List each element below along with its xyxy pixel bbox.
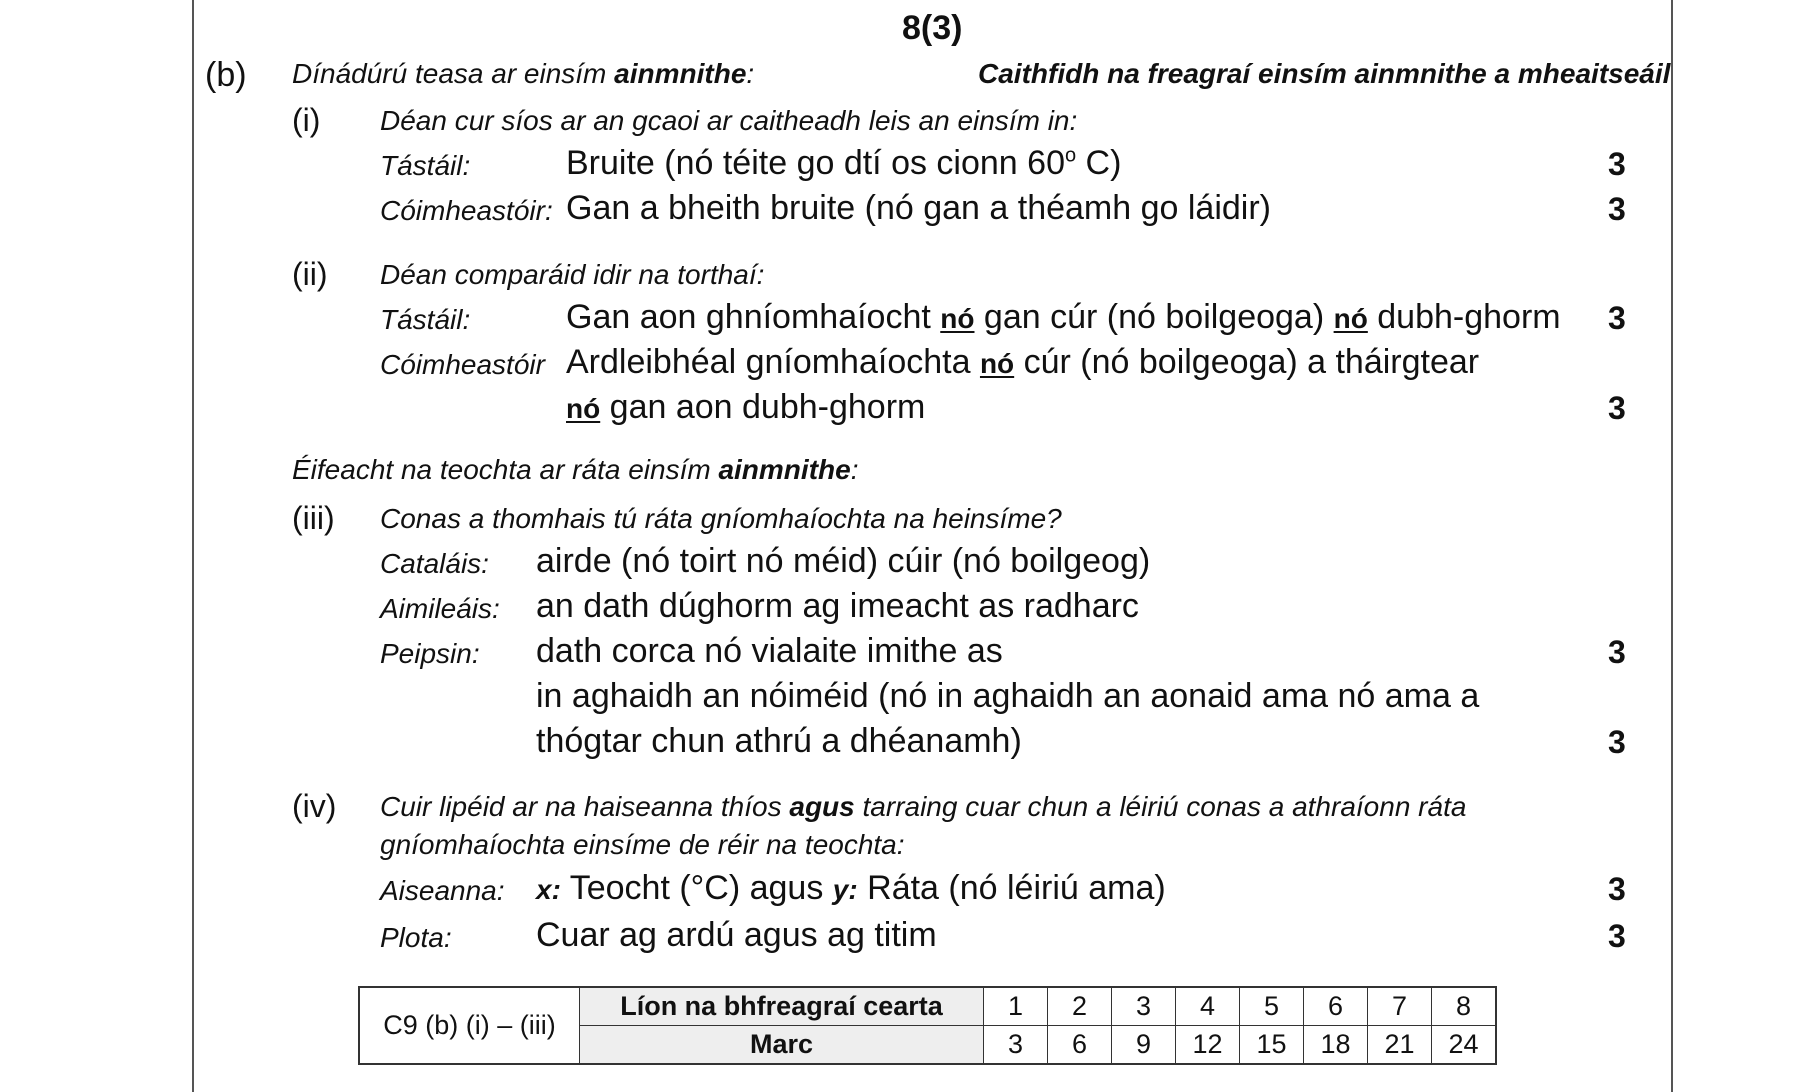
part-iii-question: Conas a thomhais tú ráta gníomhaíochta na heinsíme? [380,503,1062,534]
correct-count-cell: 4 [1176,987,1240,1026]
part-iv-q-bold: agus [789,791,855,822]
amylase-answer: an dath dúghorm ag imeacht as radharc [536,587,1139,625]
mark-value-cell: 12 [1176,1026,1240,1065]
or-word: nó [566,393,601,424]
amylase-label: Aimileáis: [380,593,500,624]
part-b-title-text: Dínádúrú teasa ar einsím [292,58,615,89]
mark-value-cell: 15 [1240,1026,1304,1065]
marks-table [358,986,1497,1065]
mark-ii-test: 3 [1608,300,1626,336]
ii-control-a: Ardleibhéal gníomhaíochta [566,343,980,381]
mark-i-test: 3 [1608,146,1626,182]
ii-control-answer [566,343,1479,382]
left-page-border [192,0,194,1092]
marks-header: Marc [580,1026,984,1065]
ii-control-continued [566,388,925,427]
part-b-label: (b) [205,56,247,94]
or-word: nó [1333,303,1368,334]
ii-test-answer [566,298,1561,337]
test-answer-text: Bruite (nó téite go dtí os cionn 60 [566,144,1065,182]
ii-test-c: dubh-ghorm [1367,298,1561,336]
pepsin-answer: dath corca nó vialaite imithe as [536,632,1003,670]
right-page-border [1671,0,1673,1092]
part-iv-question-line-2: gníomhaíochta einsíme de réir na teochta: [380,829,905,860]
part-iv-label: (iv) [292,788,337,824]
degree-sign: o [1064,144,1077,167]
y-axis-text: Ráta (nó léiriú ama) [857,869,1166,907]
correct-count-cell: 7 [1368,987,1432,1026]
x-axis-key: x: [536,874,561,905]
or-word: nó [940,303,975,334]
effect-heading [292,454,858,486]
plot-answer: Cuar ag ardú agus ag titim [536,916,937,954]
matching-note: Caithfidh na freagraí einsím ainmnithe a mheaitseáil [978,58,1671,89]
per-time-line-2: thógtar chun athrú a dhéanamh) [536,722,1022,760]
mark-iii-method: 3 [1608,634,1626,670]
axes-answer [536,869,1166,908]
ii-control-label: Cóimheastóir [380,349,545,380]
correct-count-cell: 1 [984,987,1048,1026]
page-number: 8(3) [902,9,963,47]
part-i-question: Déan cur síos ar an gcaoi ar caitheadh leis an einsím in: [380,105,1078,136]
test-answer [566,144,1121,183]
correct-count-cell: 2 [1048,987,1112,1026]
correct-answers-header: Líon na bhfreagraí cearta [580,987,984,1026]
plot-label: Plota: [380,922,452,953]
mark-iv-plot: 3 [1608,918,1626,954]
correct-count-cell: 6 [1304,987,1368,1026]
correct-count-cell: 8 [1432,987,1497,1026]
part-b-title [292,58,754,90]
test-label: Tástáil: [380,150,471,181]
effect-heading-bold: ainmnithe [718,454,851,485]
ii-test-b: gan cúr (nó boilgeoga) [974,298,1334,336]
table-row [359,987,1496,1026]
per-time-line-1: in aghaidh an nóiméid (nó in aghaidh an aonaid ama nó ama a [536,677,1480,715]
mark-value-cell: 24 [1432,1026,1497,1065]
part-iii-label: (iii) [292,500,335,536]
ii-control-c: gan aon dubh-ghorm [600,388,926,426]
part-iv-q-pre: Cuir lipéid ar na haiseanna thíos [380,791,790,822]
mark-value-cell: 9 [1112,1026,1176,1065]
mark-value-cell: 21 [1368,1026,1432,1065]
control-answer: Gan a bheith bruite (nó gan a théamh go láidir) [566,189,1272,227]
catalase-answer: airde (nó toirt nó méid) cúir (nó boilgeog) [536,542,1151,580]
or-word: nó [979,348,1015,379]
correct-count-cell: 5 [1240,987,1304,1026]
ii-control-b: cúr (nó boilgeoga) a tháirgtear [1014,343,1480,381]
ii-test-a: Gan aon ghníomhaíocht [566,298,941,336]
mark-value-cell: 6 [1048,1026,1112,1065]
part-b-title-colon: : [746,58,755,89]
ii-test-label: Tástáil: [380,304,471,335]
mark-value-cell: 3 [984,1026,1048,1065]
axes-label: Aiseanna: [380,875,505,906]
part-ii-question: Déan comparáid idir na torthaí: [380,259,765,290]
pepsin-label: Peipsin: [380,638,480,669]
mark-i-control: 3 [1608,191,1626,227]
effect-heading-text: Éifeacht na teochta ar ráta einsím [292,454,719,485]
effect-heading-colon: : [850,454,859,485]
mark-ii-control: 3 [1608,390,1626,426]
mark-value-cell: 18 [1304,1026,1368,1065]
test-answer-unit: C) [1076,144,1122,182]
part-iv-q-post: tarraing cuar chun a léiriú conas a athraíonn ráta [854,791,1467,822]
catalase-label: Cataláis: [380,548,489,579]
part-ii-label: (ii) [292,256,328,292]
mark-iii-rate: 3 [1608,724,1626,760]
part-b-title-bold: ainmnithe [614,58,747,89]
y-axis-key: y: [832,874,858,905]
control-label: Cóimheastóir: [380,195,553,226]
part-i-label: (i) [292,102,321,138]
part-iv-question-line-1 [380,791,1466,823]
x-axis-text: Teocht (°C) agus [560,869,833,907]
correct-count-cell: 3 [1112,987,1176,1026]
table-question-cell: C9 (b) (i) – (iii) [359,987,580,1064]
mark-iv-axes: 3 [1608,871,1626,907]
